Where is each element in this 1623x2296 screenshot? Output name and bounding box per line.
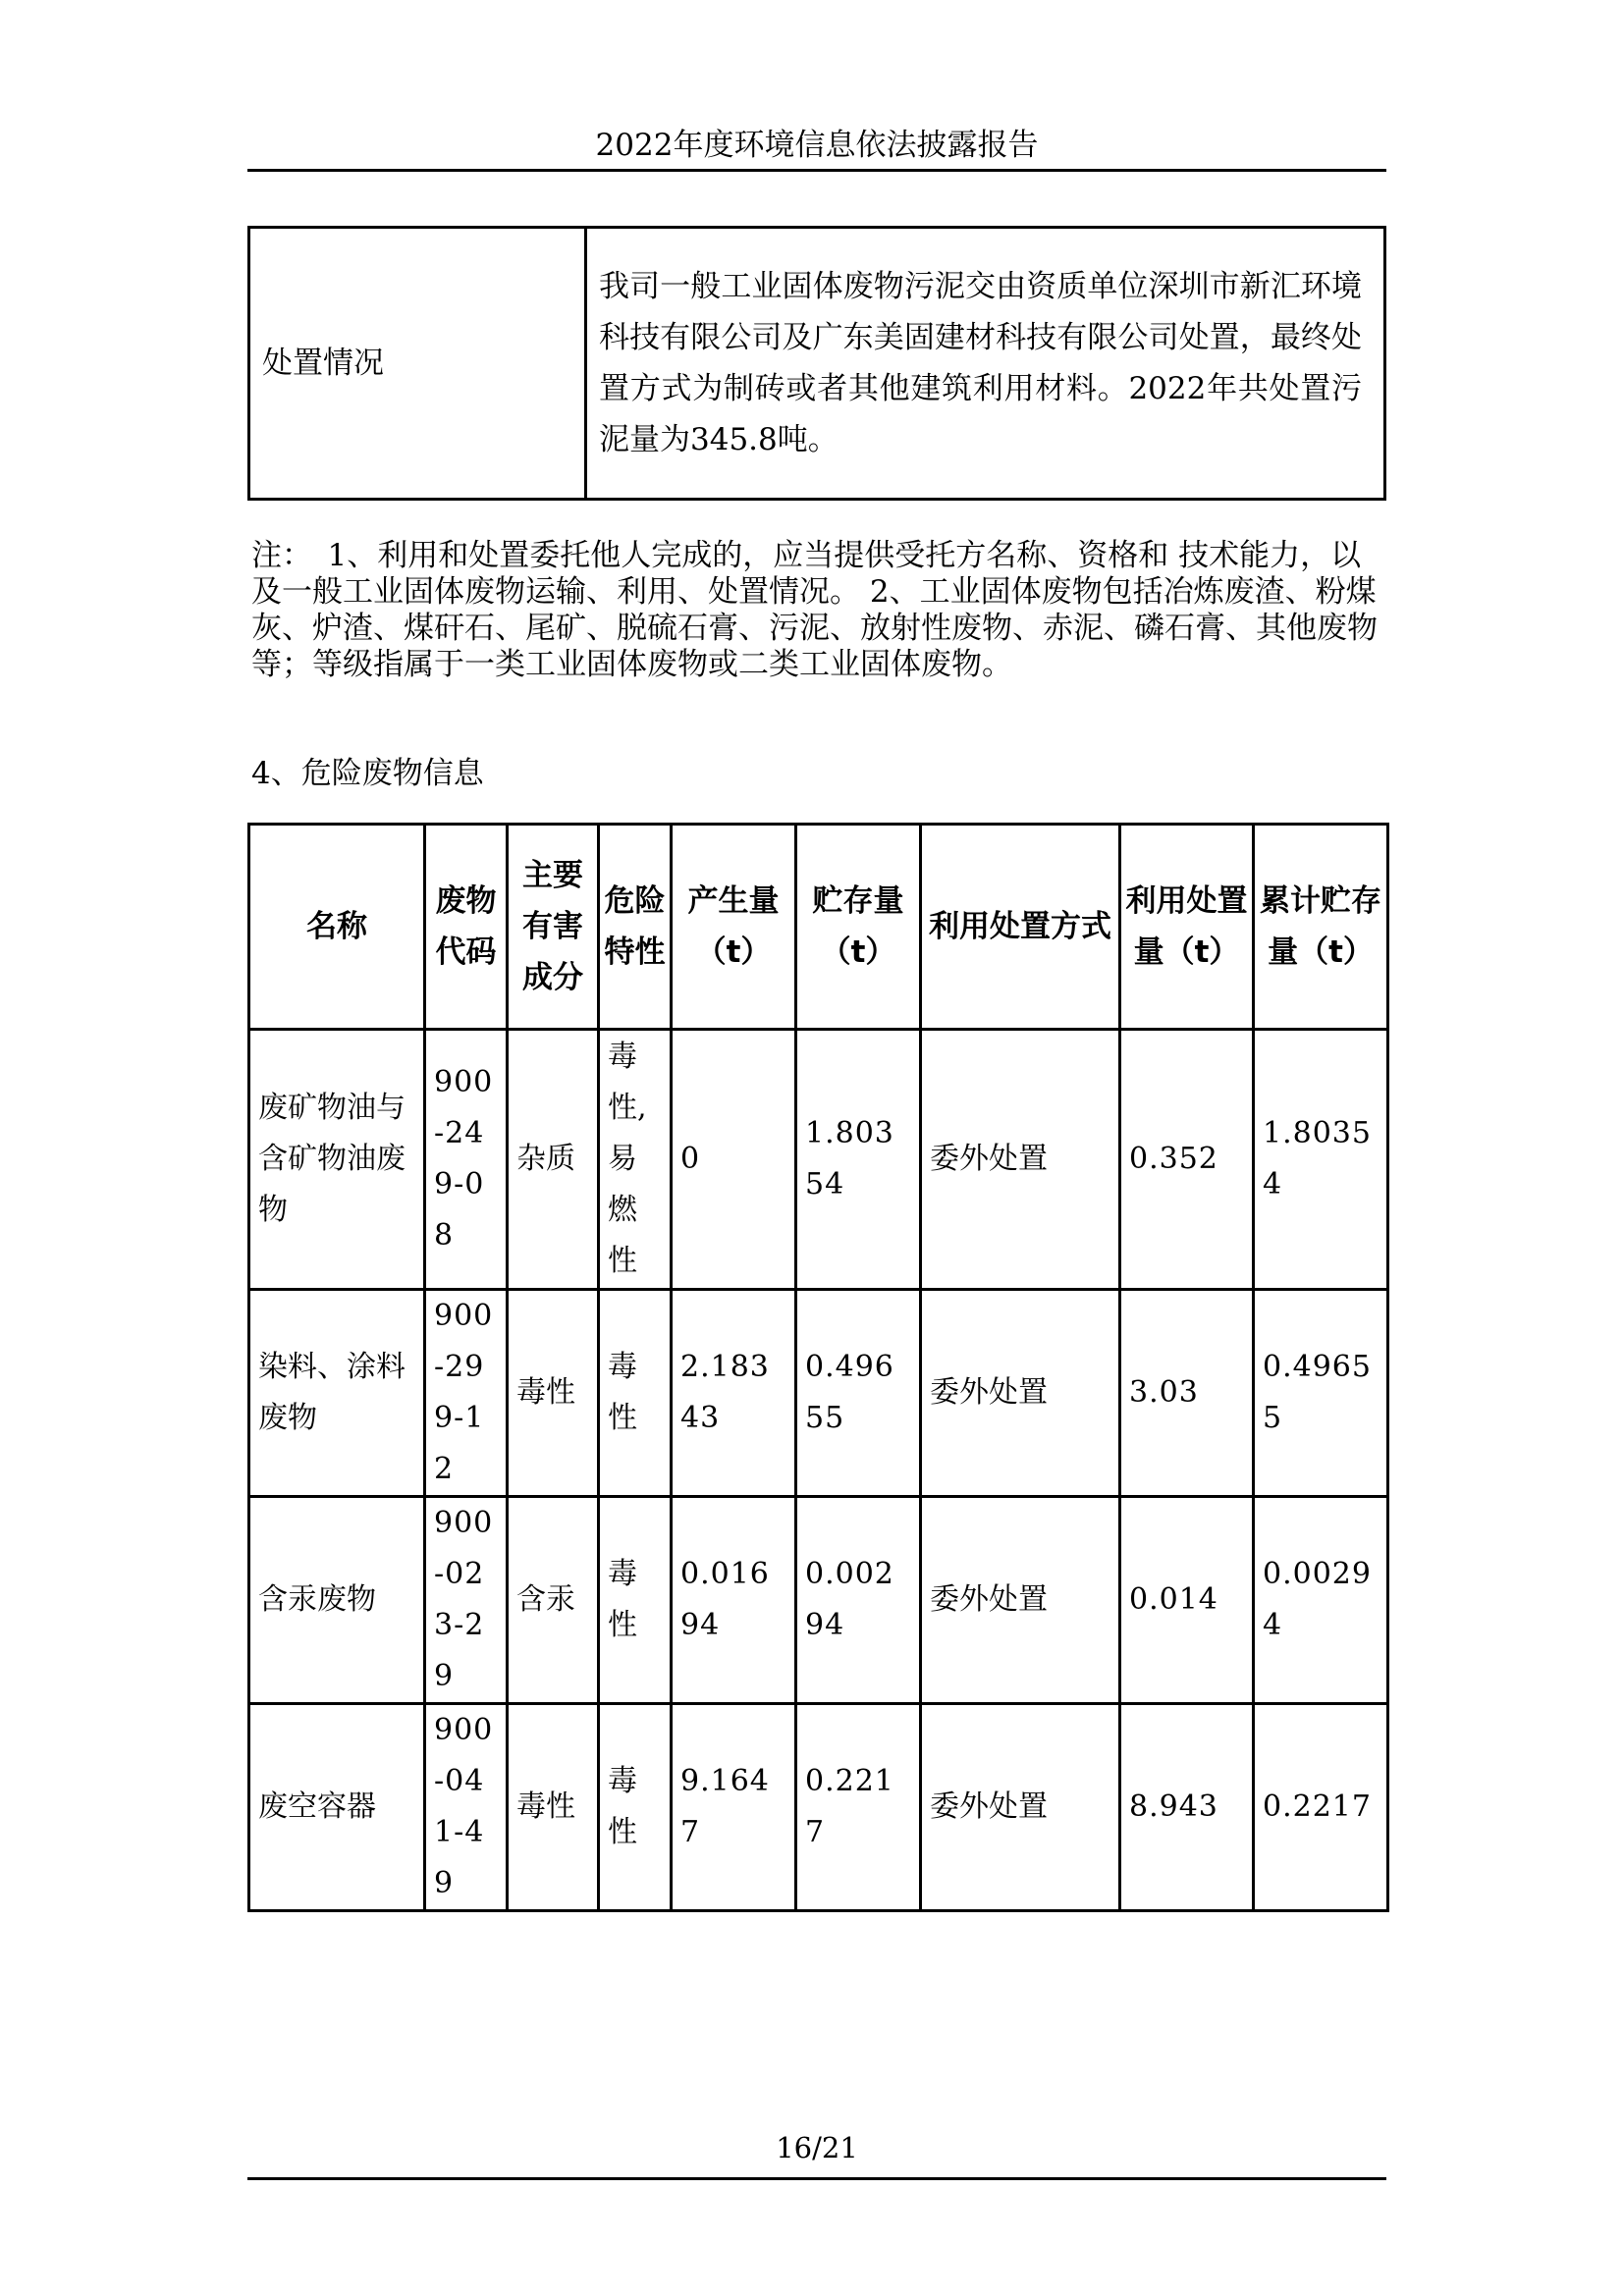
cell-code: 900-023-29 xyxy=(425,1497,508,1704)
cell-method: 委外处置 xyxy=(921,1030,1120,1290)
disposal-row xyxy=(249,228,1385,500)
section-heading: 4、危险废物信息 xyxy=(251,756,484,791)
disposal-table xyxy=(247,226,1386,501)
cell-stored: 1.80354 xyxy=(796,1030,921,1290)
cell-name: 废空容器 xyxy=(249,1704,425,1911)
cell-disposed: 8.943 xyxy=(1120,1704,1254,1911)
note-paragraph: 注： 1、利用和处置委托他人完成的，应当提供受托方名称、资格和 技术能力，以及一般工业固体废物运输、利用、处置情况。 2、工业固体废物包括冶炼废渣、粉煤灰、炉渣、煤矸石、尾矿、脱硫石膏、污泥、放射性废物、赤泥、磷石膏、其他废物等；等级指属于一类工业固体废物或二类工业固体废物。 xyxy=(251,538,1378,682)
table-row xyxy=(249,1030,1388,1290)
header-disposed: 利用处置量（t） xyxy=(1120,825,1254,1030)
disposal-description: 我司一般工业固体废物污泥交由资质单位深圳市新汇环境科技有限公司及广东美固建材科技有限公司处置，最终处置方式为制砖或者其他建筑利用材料。2022年共处置污泥量为345.8吨。 xyxy=(586,228,1385,500)
cell-produced: 2.18343 xyxy=(672,1290,796,1497)
cell-cumulative: 0.49655 xyxy=(1254,1290,1388,1497)
cell-component: 毒性 xyxy=(508,1290,599,1497)
disposal-label: 处置情况 xyxy=(249,228,586,500)
cell-produced: 9.1647 xyxy=(672,1704,796,1911)
table-row xyxy=(249,1704,1388,1911)
page-number: 16/21 xyxy=(776,2131,858,2164)
footer-rule xyxy=(247,2177,1386,2180)
cell-cumulative: 0.00294 xyxy=(1254,1497,1388,1704)
table-row xyxy=(249,1290,1388,1497)
header-stored: 贮存量（t） xyxy=(796,825,921,1030)
cell-cumulative: 0.2217 xyxy=(1254,1704,1388,1911)
cell-method: 委外处置 xyxy=(921,1290,1120,1497)
header-produced: 产生量（t） xyxy=(672,825,796,1030)
page-header-title: 2022年度环境信息依法披露报告 xyxy=(595,128,1039,163)
table-header-row xyxy=(249,825,1388,1030)
cell-method: 委外处置 xyxy=(921,1704,1120,1911)
cell-name: 废矿物油与含矿物油废物 xyxy=(249,1030,425,1290)
cell-property: 毒性 xyxy=(599,1290,672,1497)
cell-stored: 0.49655 xyxy=(796,1290,921,1497)
cell-component: 含汞 xyxy=(508,1497,599,1704)
header-name: 名称 xyxy=(249,825,425,1030)
table-row xyxy=(249,1497,1388,1704)
cell-code: 900-299-12 xyxy=(425,1290,508,1497)
cell-stored: 0.00294 xyxy=(796,1497,921,1704)
cell-component: 毒性 xyxy=(508,1704,599,1911)
cell-name: 染料、涂料废物 xyxy=(249,1290,425,1497)
cell-property: 毒性,易燃性 xyxy=(599,1030,672,1290)
cell-cumulative: 1.80354 xyxy=(1254,1030,1388,1290)
header-method: 利用处置方式 xyxy=(921,825,1120,1030)
header-cumulative: 累计贮存量（t） xyxy=(1254,825,1388,1030)
cell-property: 毒性 xyxy=(599,1704,672,1911)
header-code: 废物代码 xyxy=(425,825,508,1030)
cell-method: 委外处置 xyxy=(921,1497,1120,1704)
cell-code: 900-249-08 xyxy=(425,1030,508,1290)
cell-produced: 0 xyxy=(672,1030,796,1290)
cell-name: 含汞废物 xyxy=(249,1497,425,1704)
header-property: 危险特性 xyxy=(599,825,672,1030)
cell-code: 900-041-49 xyxy=(425,1704,508,1911)
hazardous-waste-table xyxy=(247,823,1389,1912)
cell-stored: 0.2217 xyxy=(796,1704,921,1911)
cell-disposed: 3.03 xyxy=(1120,1290,1254,1497)
cell-produced: 0.01694 xyxy=(672,1497,796,1704)
header-component: 主要有害成分 xyxy=(508,825,599,1030)
cell-disposed: 0.014 xyxy=(1120,1497,1254,1704)
cell-disposed: 0.352 xyxy=(1120,1030,1254,1290)
header-rule xyxy=(247,169,1386,172)
cell-component: 杂质 xyxy=(508,1030,599,1290)
cell-property: 毒性 xyxy=(599,1497,672,1704)
